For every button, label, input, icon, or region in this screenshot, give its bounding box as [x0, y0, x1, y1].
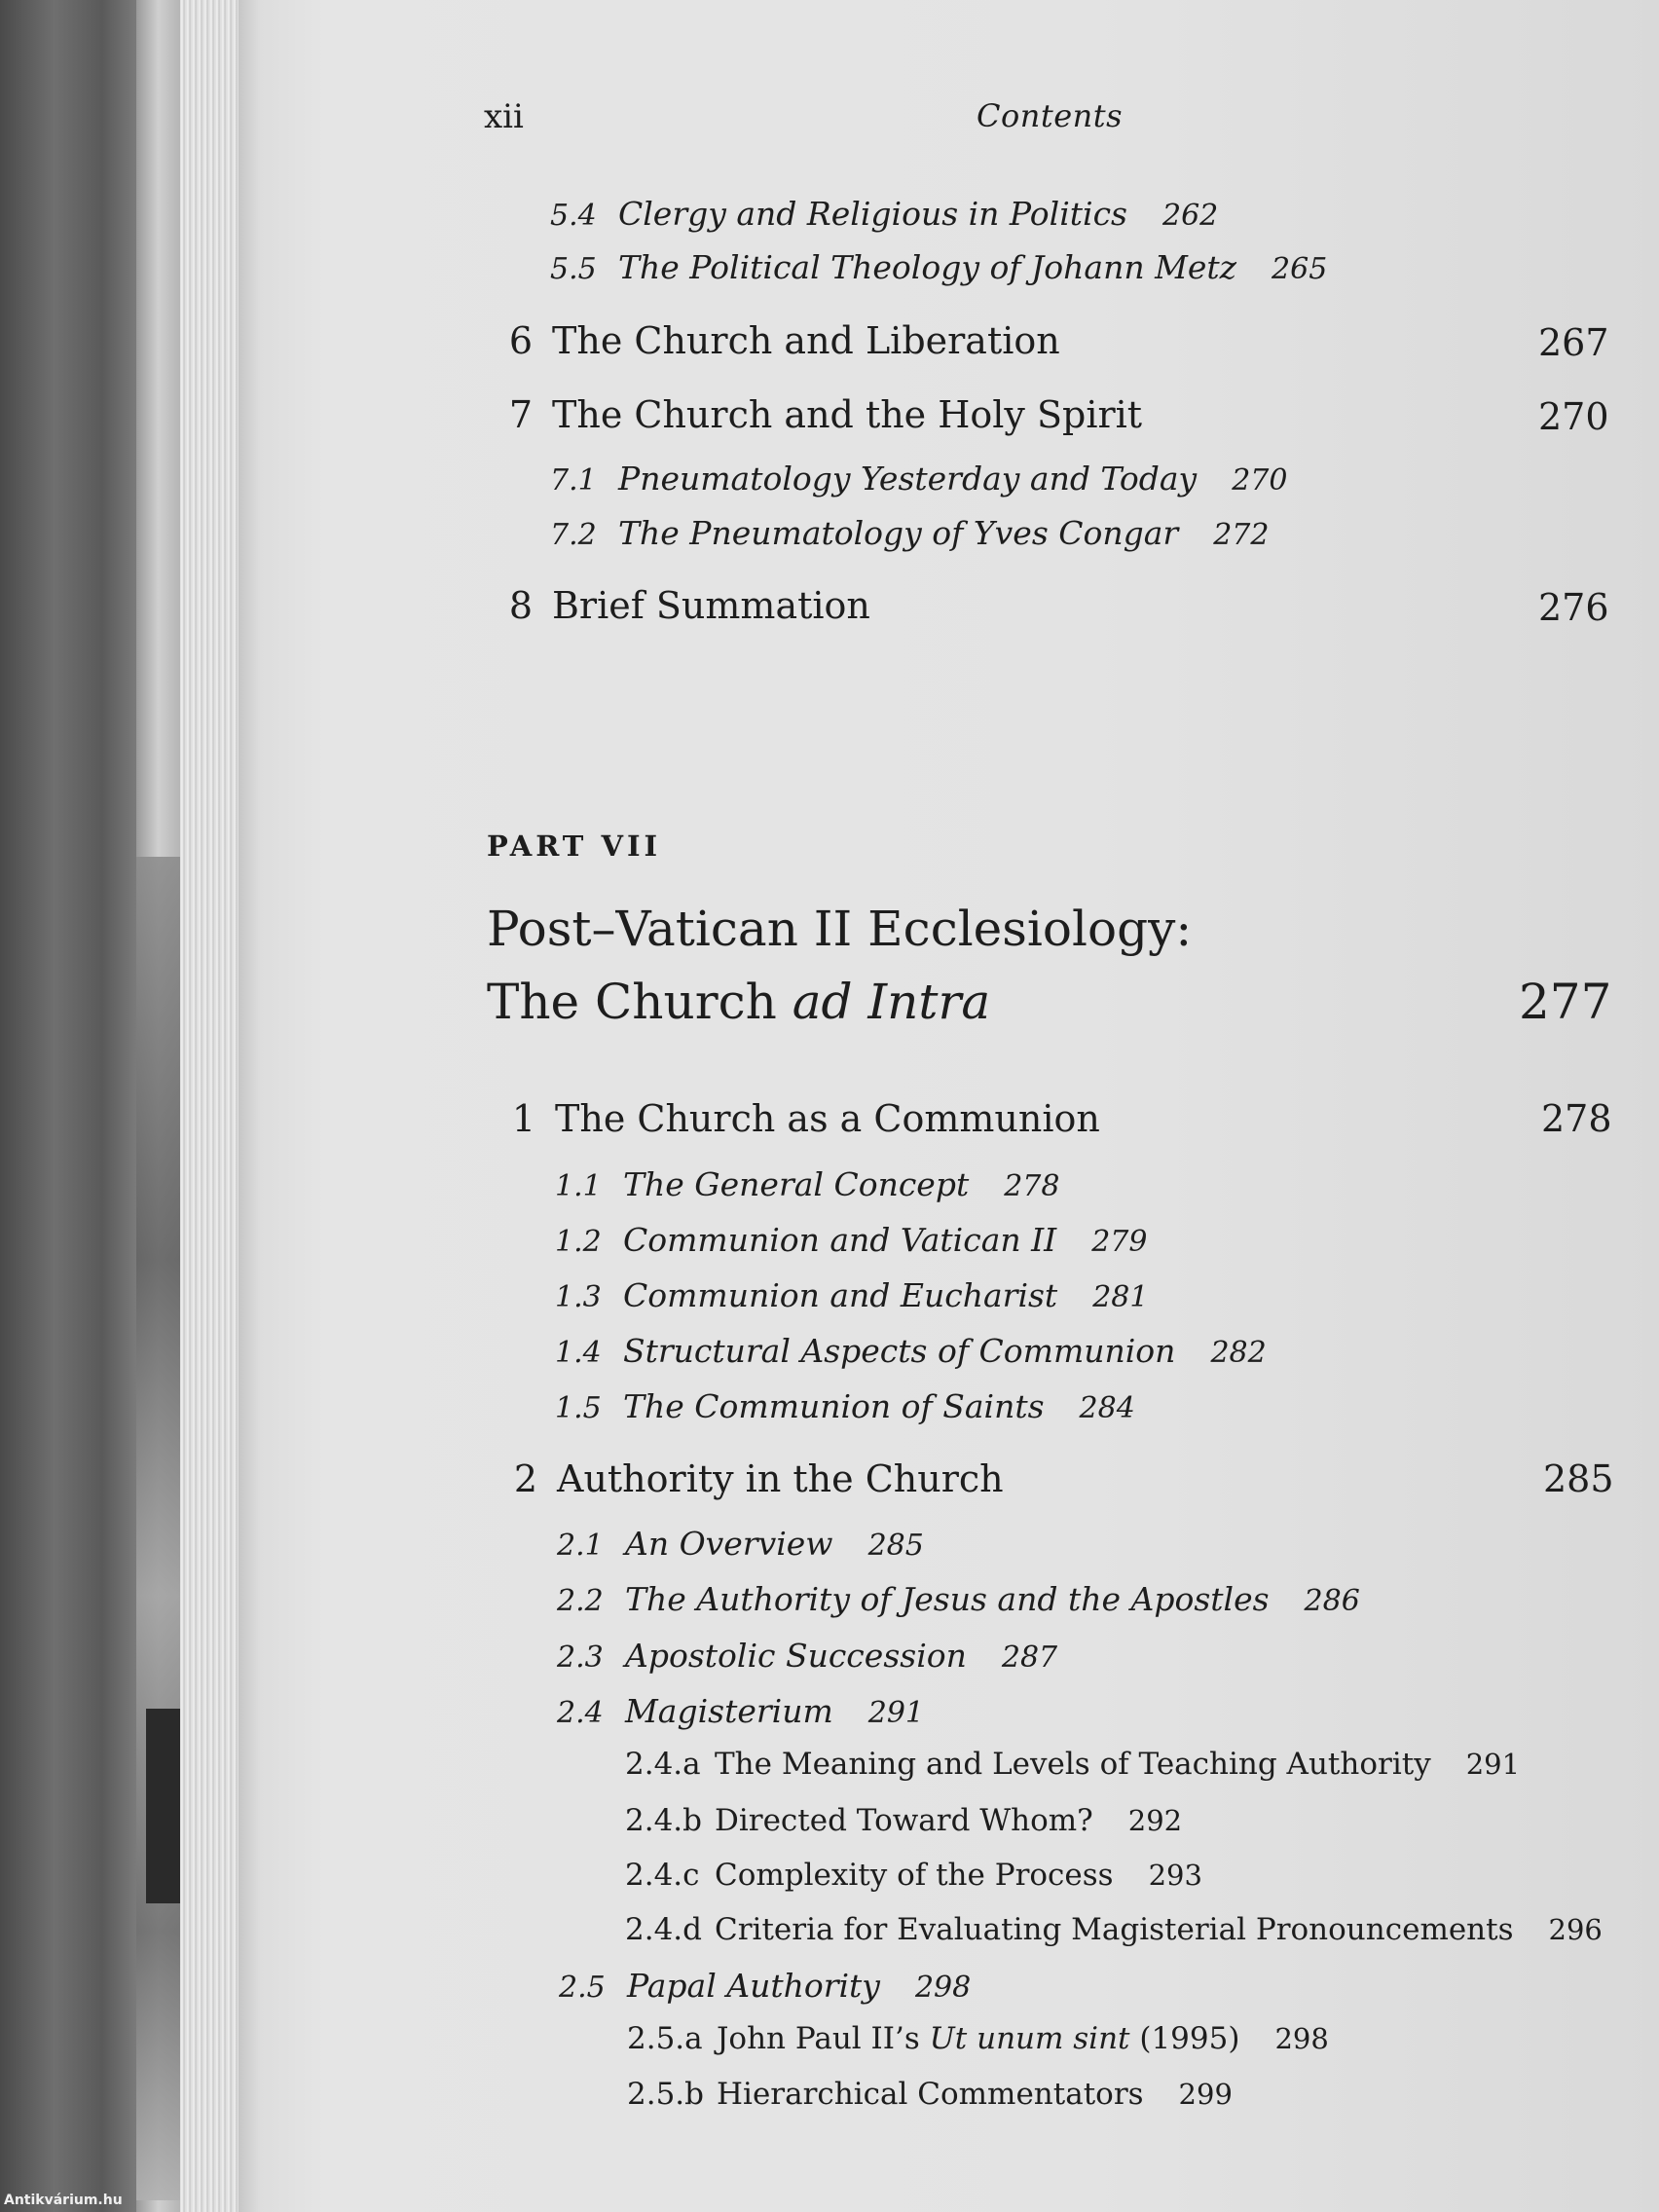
toc-subentry: 5.5 The Political Theology of Johann Metz 265: [550, 248, 1328, 286]
toc-chapter-page: 267: [1538, 321, 1609, 364]
toc-chapter: 6 The Church and Liberation: [508, 319, 1060, 362]
toc-subentry: 7.1 Pneumatology Yesterday and Today 270: [550, 460, 1288, 498]
toc-subentry: 2.1 An Overview 285: [557, 1525, 924, 1563]
toc-chapter: 8 Brief Summation: [508, 584, 870, 627]
toc-subsubentry: 2.4.d Criteria for Evaluating Magisterial Pronouncements 296: [625, 1912, 1603, 1947]
toc-chapter: 1 The Church as a Communion: [511, 1097, 1100, 1140]
toc-subentry: 7.2 The Pneumatology of Yves Congar 272: [550, 514, 1270, 552]
toc-subsubentry: 2.5.b Hierarchical Commentators 299: [627, 2077, 1233, 2112]
running-title: Contents: [977, 97, 1124, 134]
toc-subentry: 2.4 Magisterium 291: [557, 1692, 925, 1730]
toc-chapter: 7 The Church and the Holy Spirit: [508, 393, 1143, 436]
toc-subentry: 1.5 The Communion of Saints 284: [555, 1387, 1135, 1425]
toc-subentry: 5.4 Clergy and Religious in Politics 262: [550, 195, 1219, 233]
page-number: xii: [484, 97, 524, 136]
toc-subsubentry: 2.4.c Complexity of the Process 293: [625, 1858, 1202, 1893]
toc-subentry: 1.2 Communion and Vatican II 279: [555, 1221, 1148, 1259]
toc-chapter-page: 270: [1538, 395, 1609, 438]
toc-subentry: 1.3 Communion and Eucharist 281: [555, 1276, 1149, 1314]
page-stack-edge: [180, 0, 239, 2212]
toc-subentry: 2.5 Papal Authority 298: [559, 1967, 972, 2005]
cover-dark-band: [146, 1709, 185, 1903]
toc-subentry: 2.2 The Authority of Jesus and the Apostles 286: [557, 1580, 1360, 1618]
toc-chapter: 2 Authority in the Church: [513, 1457, 1004, 1500]
toc-subentry: 1.4 Structural Aspects of Communion 282: [555, 1332, 1267, 1370]
toc-subentry: 1.1 The General Concept 278: [555, 1165, 1060, 1203]
toc-subsubentry: 2.5.a John Paul II’s Ut unum sint (1995) 298: [627, 2021, 1329, 2056]
part-title-line2: The Church ad Intra: [487, 974, 991, 1030]
cover-artwork: [136, 857, 180, 2200]
toc-chapter-page: 285: [1543, 1457, 1614, 1500]
toc-subentry: 2.3 Apostolic Succession 287: [557, 1637, 1058, 1675]
toc-subsubentry: 2.4.a The Meaning and Levels of Teaching Authority 291: [625, 1747, 1521, 1782]
spine-shadow: [0, 0, 136, 2212]
part-page-number: 277: [1519, 974, 1612, 1030]
part-title-line1: Post–Vatican II Ecclesiology:: [487, 901, 1193, 957]
toc-subsubentry: 2.4.b Directed Toward Whom? 292: [625, 1803, 1183, 1838]
toc-chapter-page: 276: [1538, 586, 1609, 629]
watermark-text: Antikvárium.hu: [4, 2193, 123, 2208]
part-label: PART VII: [487, 830, 662, 863]
toc-chapter-page: 278: [1541, 1097, 1612, 1140]
